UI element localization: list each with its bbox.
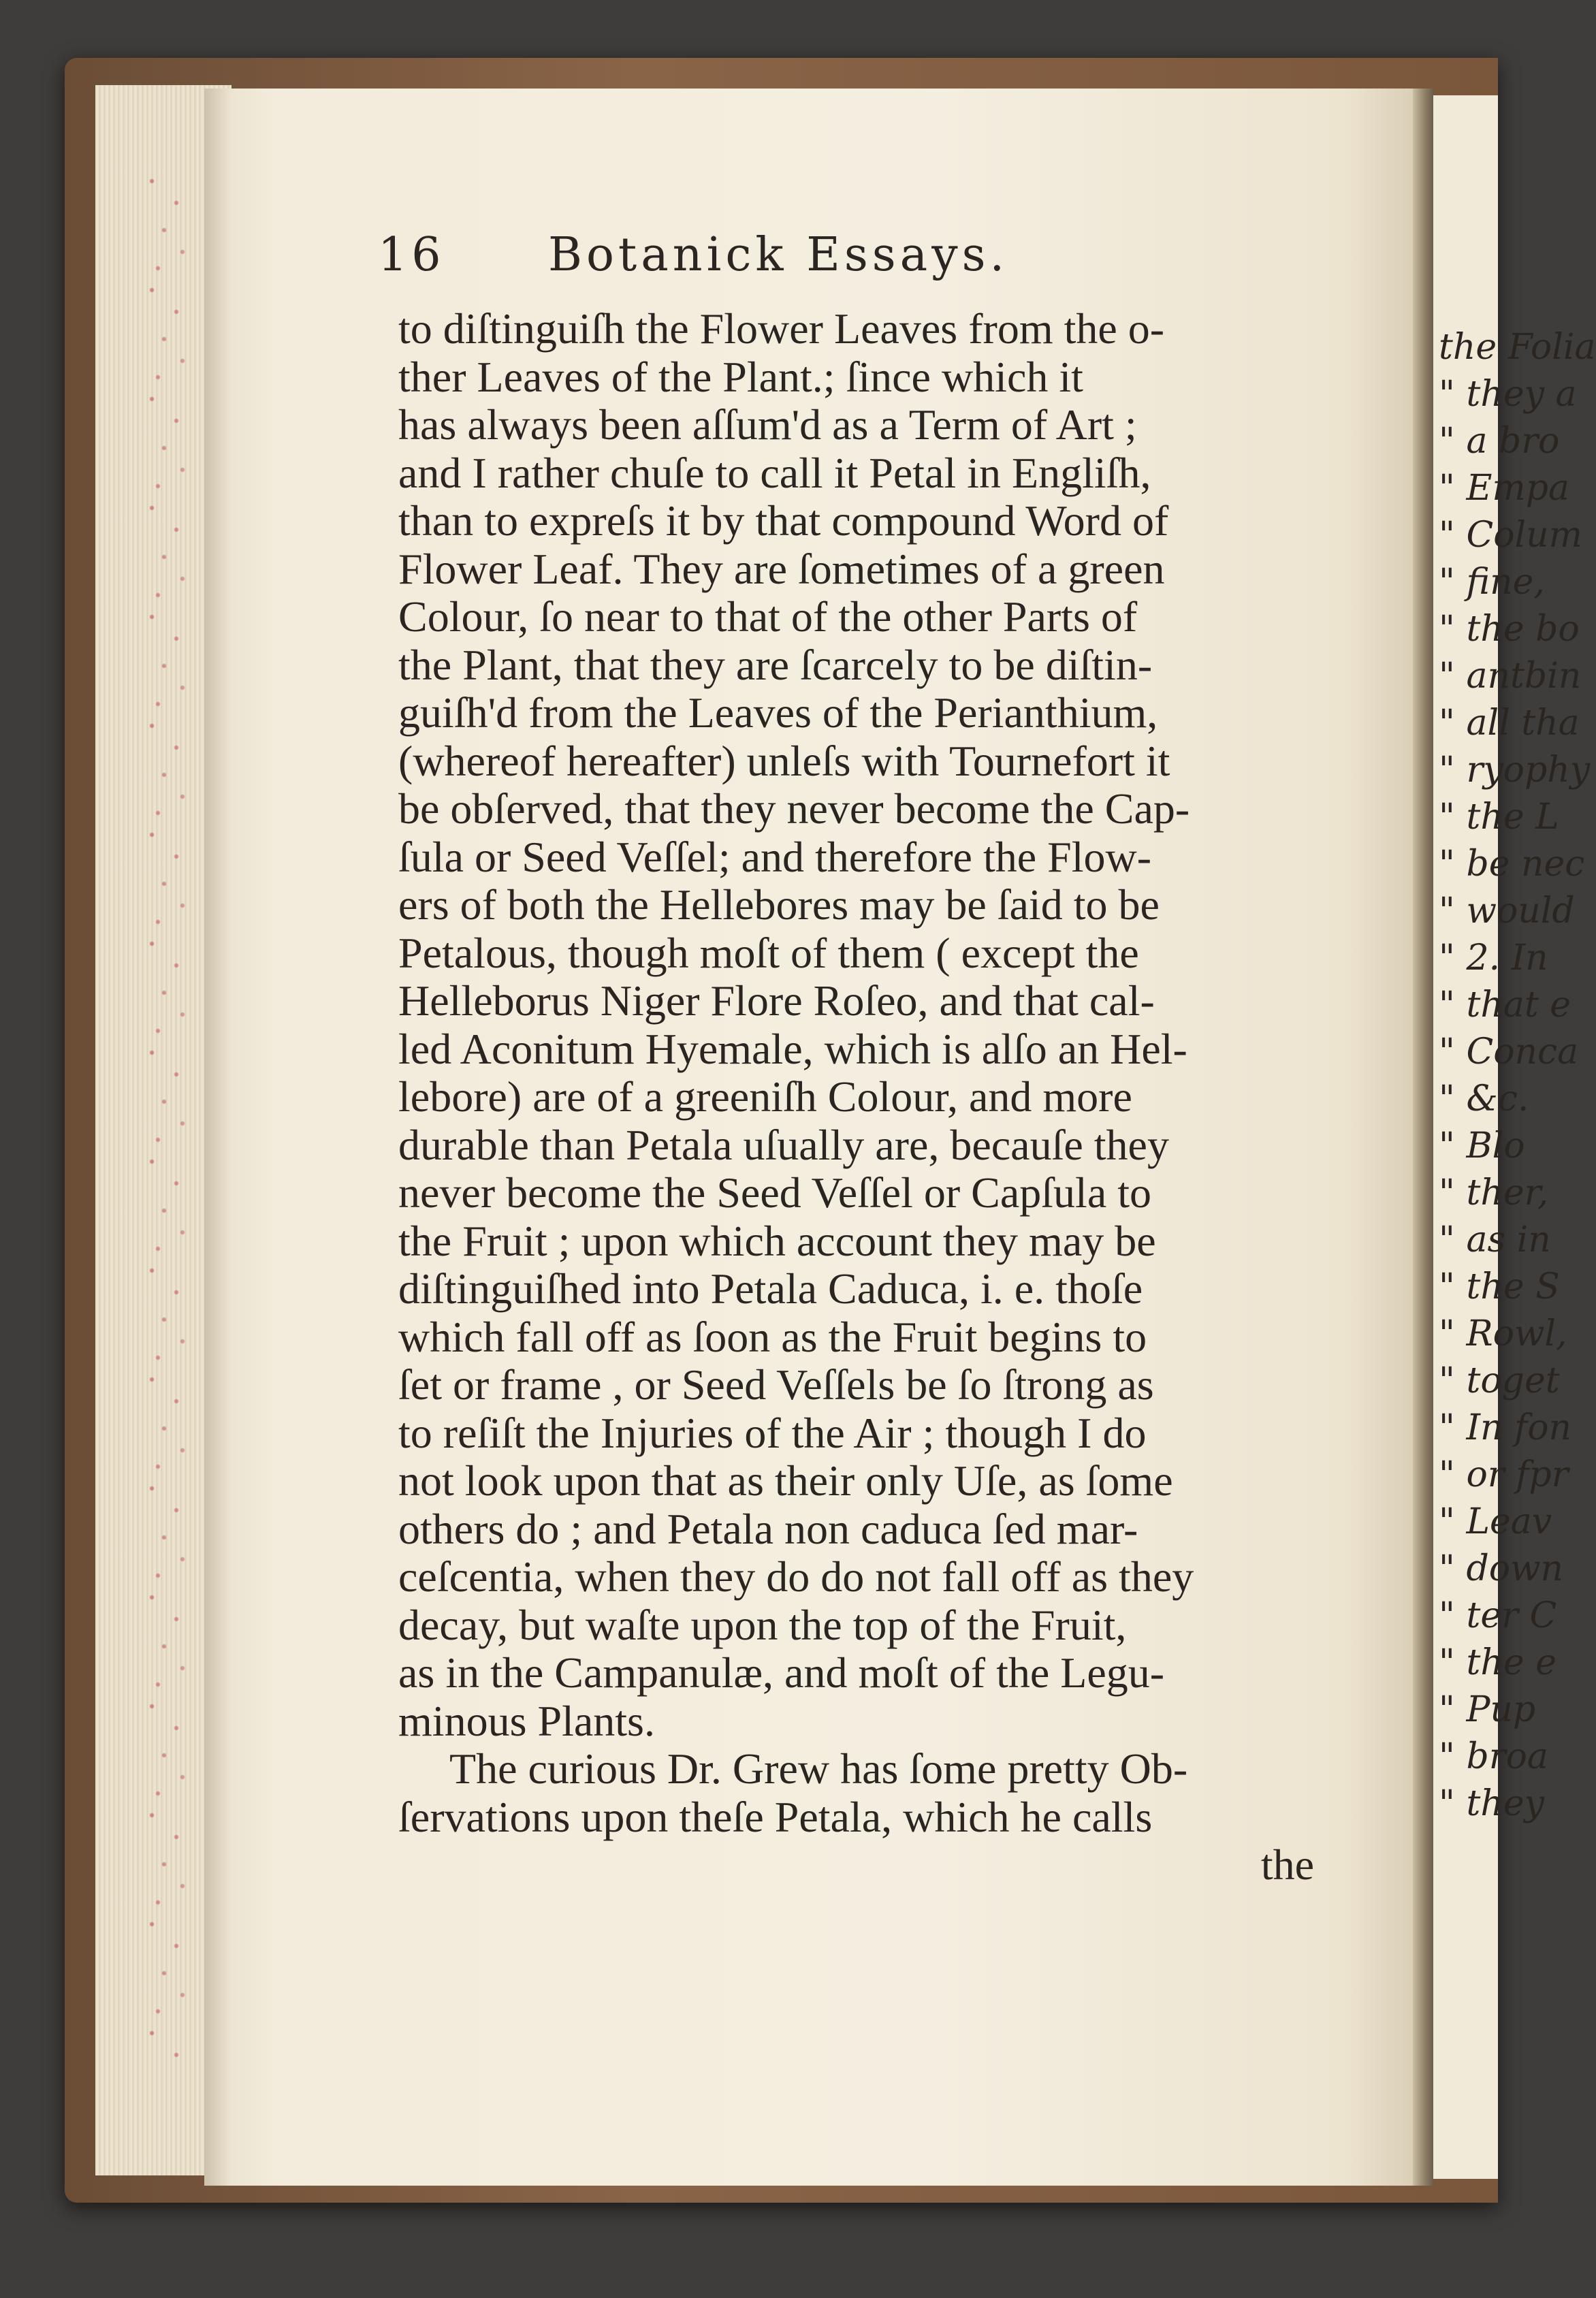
facing-page-fragment: " Blo: [1439, 1126, 1525, 1166]
facing-page-fragment: " broa: [1439, 1736, 1548, 1777]
facing-page-fragment: " In fon: [1439, 1407, 1572, 1448]
text-line: others do ; and Petala non caduca ſed mar-: [398, 1504, 1138, 1553]
catchword: the: [1260, 1840, 1314, 1889]
page-shadow: [204, 89, 232, 2186]
text-line: ſet or frame , or Seed Veſſels be ſo ſtrong as: [398, 1360, 1154, 1409]
facing-page-fragment: " they: [1439, 1783, 1544, 1824]
text-line: as in the Campanulæ, and moſt of the Legu-: [398, 1648, 1165, 1697]
sprinkled-edge: [140, 170, 201, 2077]
facing-page-fragment: " be nec: [1439, 844, 1585, 884]
facing-page-fragment: " Conca: [1439, 1032, 1579, 1072]
facing-page-fragment: " Leav: [1439, 1501, 1552, 1542]
text-line: ther Leaves of the Plant.; ſince which it: [398, 352, 1083, 401]
text-line: Petalous, though moſt of them ( except the: [398, 928, 1139, 977]
facing-page-fragment: " the L: [1439, 797, 1559, 837]
running-title: Botanick Essays.: [548, 228, 1009, 282]
facing-page-fragment: " the bo: [1439, 609, 1580, 650]
text-line: led Aconitum Hyemale, which is alſo an Hel-: [398, 1024, 1187, 1073]
facing-page-fragment: " the e: [1439, 1642, 1557, 1683]
facing-page-fragment: " that e: [1439, 985, 1571, 1025]
text-line: Helleborus Niger Flore Roſeo, and that cal-: [398, 976, 1155, 1025]
facing-page-fragment: " they a: [1439, 374, 1577, 415]
text-line: to diſtinguiſh the Flower Leaves from the o-: [398, 304, 1165, 353]
facing-page-fragment: " a bro: [1439, 421, 1560, 462]
facing-page-fragment: " 2. In: [1439, 938, 1548, 978]
text-line: The curious Dr. Grew has ſome pretty Ob-: [449, 1744, 1188, 1793]
text-line: decay, but waſte upon the top of the Fruit,: [398, 1600, 1127, 1649]
text-line: be obſerved, that they never become the Cap-: [398, 784, 1190, 833]
facing-page-fragment: " or fpr: [1439, 1454, 1569, 1495]
text-line: the Plant, that they are ſcarcely to be diſtin-: [398, 640, 1153, 689]
facing-page-fragment: " antbin: [1439, 656, 1582, 697]
facing-page-fragment: " down: [1439, 1548, 1564, 1589]
facing-page-fragment: " Colum: [1439, 515, 1582, 556]
text-line: which fall off as ſoon as the Fruit begins to: [398, 1312, 1147, 1361]
facing-page-fragment: " as in: [1439, 1219, 1551, 1260]
facing-page-fragment: " all tha: [1439, 703, 1580, 744]
text-line: the Fruit ; upon which account they may be: [398, 1216, 1156, 1265]
text-line: ſula or Seed Veſſel; and therefore the Flow-: [398, 832, 1152, 881]
facing-page-fragment: " Empa: [1439, 468, 1570, 509]
facing-page-fragment: " Rowl,: [1439, 1313, 1567, 1354]
text-line: durable than Petala uſually are, becauſe they: [398, 1120, 1169, 1169]
text-line: lebore) are of a greeniſh Colour, and more: [398, 1072, 1132, 1121]
facing-page-fragment: " ter C: [1439, 1595, 1557, 1636]
text-line: Colour, ſo near to that of the other Parts of: [398, 592, 1138, 641]
facing-page-fragment: " ryophy: [1439, 750, 1591, 791]
text-line: minous Plants.: [398, 1696, 655, 1745]
text-line: has always been aſſum'd as a Term of Art ;: [398, 400, 1137, 449]
facing-page-fragment: " &c.: [1439, 1079, 1529, 1119]
book-gutter: [1413, 89, 1433, 2186]
facing-page-fragment: " the S: [1439, 1266, 1560, 1307]
text-line: ſervations upon theſe Petala, which he calls: [398, 1792, 1153, 1841]
text-line: ceſcentia, when they do do not fall off as they: [398, 1552, 1194, 1601]
facing-page-fragment: " fine,: [1439, 562, 1545, 603]
running-head: [378, 228, 1113, 282]
text-line: ers of both the Hellebores may be ſaid to be: [398, 880, 1160, 929]
facing-page-fragment: " ther,: [1439, 1172, 1549, 1213]
text-line: to reſiſt the Injuries of the Air ; though I do: [398, 1408, 1147, 1457]
facing-page-fragment: " would: [1439, 891, 1575, 931]
facing-page-fragment: " Pup: [1439, 1689, 1536, 1730]
facing-page-fragment: " toget: [1439, 1360, 1560, 1401]
text-line: and I rather chuſe to call it Petal in Engliſh,: [398, 448, 1151, 497]
text-line: not look upon that as their only Uſe, as ſome: [398, 1456, 1173, 1505]
facing-page-fragment: the Folia: [1439, 327, 1596, 368]
text-line: Flower Leaf. They are ſometimes of a green: [398, 544, 1165, 593]
text-line: (whereof hereafter) unleſs with Tournefort it: [398, 736, 1170, 785]
page-number: 16: [378, 228, 445, 282]
facing-page: [1433, 95, 1596, 2179]
text-line: guiſh'd from the Leaves of the Perianthium,: [398, 688, 1158, 737]
text-line: diſtinguiſhed into Petala Caduca, i. e. thoſe: [398, 1264, 1143, 1313]
text-line: never become the Seed Veſſel or Capſula to: [398, 1168, 1151, 1217]
text-line: than to expreſs it by that compound Word of: [398, 496, 1169, 545]
